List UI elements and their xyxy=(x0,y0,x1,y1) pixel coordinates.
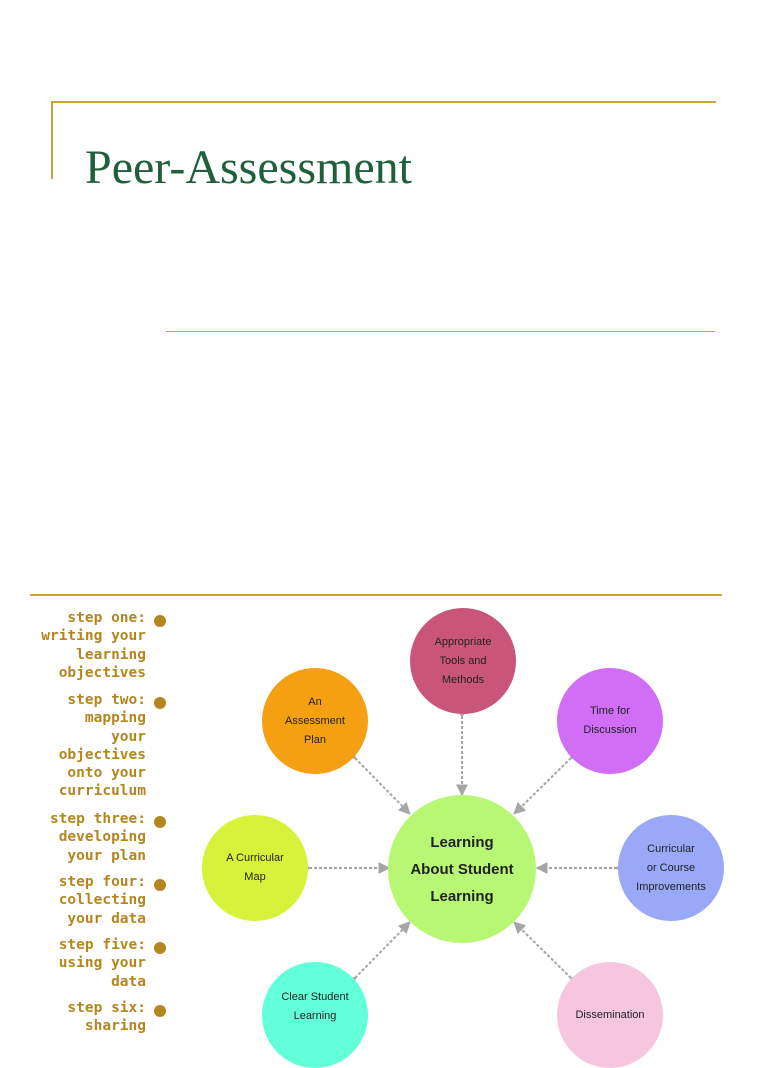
step-two-label: step two: mapping your objectives onto your curriculum xyxy=(58,692,146,800)
arrow-clear-learning xyxy=(355,923,409,978)
node-tools-and-methods: Appropriate Tools and Methods xyxy=(410,608,516,714)
top-rule xyxy=(51,101,716,103)
step-six-dot xyxy=(154,1005,166,1017)
slide-title: Peer-Assessment xyxy=(85,141,412,194)
node-dissemination: Dissemination xyxy=(557,962,663,1068)
node-curricular-map: A Curricular Map xyxy=(202,815,308,921)
step-six-label: step six: sharing xyxy=(67,1000,146,1035)
arrow-plan xyxy=(355,758,409,813)
node-clear-student-learning: Clear Student Learning xyxy=(262,962,368,1068)
node-center-learning: Learning About Student Learning xyxy=(388,795,536,943)
step-one-dot xyxy=(154,615,166,627)
step-three-dot xyxy=(154,816,166,828)
node-assessment-plan: An Assessment Plan xyxy=(262,668,368,774)
step-four-label: step four: collecting your data xyxy=(58,874,146,927)
node-time-for-discussion: Time for Discussion xyxy=(557,668,663,774)
step-five-dot xyxy=(154,942,166,954)
step-one-label: step one: writing your learning objectives xyxy=(41,610,146,681)
subtitle-rule xyxy=(166,331,715,332)
image-top-rule xyxy=(30,594,722,596)
step-two-dot xyxy=(154,697,166,709)
step-three-label: step three: developing your plan xyxy=(49,811,146,864)
arrow-discussion xyxy=(515,758,571,813)
step-four-dot xyxy=(154,879,166,891)
title-frame xyxy=(0,0,768,340)
arrow-dissemination xyxy=(515,923,571,978)
step-five-label: step five: using your data xyxy=(58,937,146,990)
node-course-improvements: Curricular or Course Improvements xyxy=(618,815,724,921)
left-rule xyxy=(51,101,53,179)
